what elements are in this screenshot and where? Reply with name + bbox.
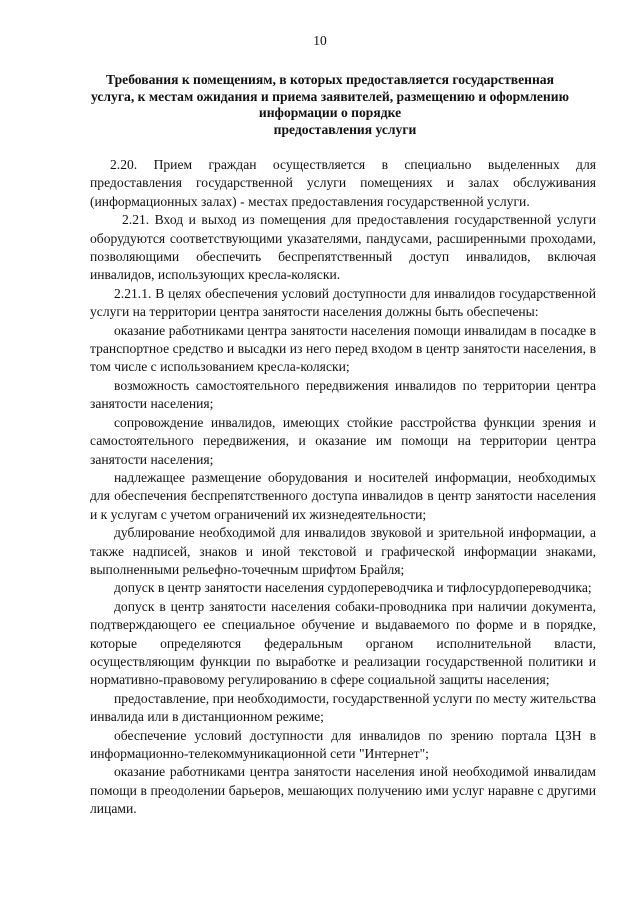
- list-item: возможность самостоятельного передвижения инвалидов по территории центра занятости населения;: [90, 377, 596, 412]
- heading-line: Требования к помещениям, в которых предоставляется государственная: [106, 72, 554, 87]
- paragraph-2-21-1: 2.21.1. В целях обеспечения условий доступности для инвалидов государственной услуги на территории центра занятости населения должны быть обеспечены:: [90, 285, 596, 320]
- list-item: оказание работниками центра занятости населения помощи инвалидам в посадке в транспортное средство и высадки из него перед входом в центр занятости населения, в том числе с использованием кресла-коляски;: [90, 322, 596, 375]
- paragraph-2-20: 2.20. Прием граждан осуществляется в специально выделенных для предоставления государственной услуги помещениях и залах обслуживания (информационных залах) - местах предоставления государственной услуги.: [90, 157, 596, 209]
- list-item: сопровождение инвалидов, имеющих стойкие расстройства функции зрения и самостоятельного передвижения, и оказание им помощи на территории центра занятости населения;: [90, 414, 596, 467]
- list-item: оказание работниками центра занятости населения иной необходимой инвалидам помощи в преодолении барьеров, мешающих получению ими услуг наравне с другими лицами.: [90, 764, 596, 817]
- section-heading: [60, 72, 600, 138]
- list-item: обеспечение условий доступности для инвалидов по зрению портала ЦЗН в информационно-телекоммуникационной сети "Интернет";: [90, 727, 596, 761]
- paragraph-2-21: 2.21. Вход и выход из помещения для предоставления государственной услуги оборудуются соответствующими указателями, пандусами, расширенными проходами, позволяющими обеспечить беспрепятственный доступ инвалидов, включая инвалидов, использующих кресла-коляски.: [90, 212, 596, 283]
- list-item: дублирование необходимой для инвалидов звуковой и зрительной информации, а также надписей, знаков и иной текстовой и графической информации знаками, выполненными рельефно-точечным шрифтом Брайля;: [90, 525, 596, 577]
- heading-line: предоставления услуги: [273, 121, 417, 137]
- page-number: 10: [313, 33, 327, 48]
- document-body: [90, 156, 596, 819]
- heading-line: услуга, к местам ожидания и приема заявителей, размещению и оформлению: [91, 88, 569, 104]
- heading-line: информации о порядке: [258, 105, 402, 121]
- list-item: допуск в центр занятости населения сурдопереводчика и тифлосурдопереводчика;: [114, 580, 592, 596]
- list-item: допуск в центр занятости населения собаки-проводника при наличии документа, подтверждающего ее специальное обучение и выдаваемого по форме и в порядке, которые определяются федеральным органом исполнительной власти, осуществляющим функции по выработке и реализации государственной политики и нормативно-правовому регулированию в сфере социальной защиты населения;: [90, 598, 596, 688]
- list-item: предоставление, при необходимости, государственной услуги по месту жительства инвалида или в дистанционном режиме;: [90, 690, 596, 725]
- list-item: надлежащее размещение оборудования и носителей информации, необходимых для обеспечения беспрепятственного доступа инвалидов в центр занятости населения и к услугам с учетом ограничений их жизнедеятельности;: [90, 469, 596, 522]
